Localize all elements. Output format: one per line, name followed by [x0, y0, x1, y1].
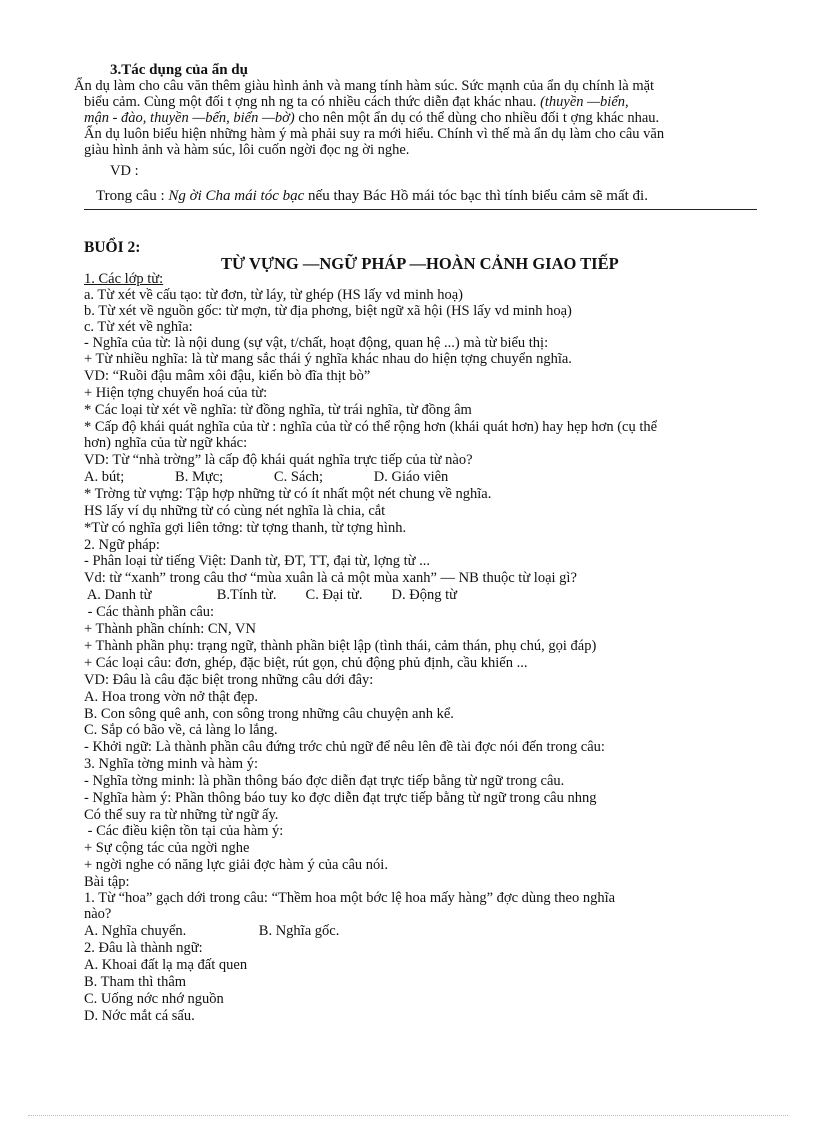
paragraph-line: giàu hình ảnh và hàm súc, lôi cuốn ngời đọc ng ời nghe. — [84, 142, 410, 158]
text-line: HS lấy ví dụ những từ có cùng nét nghĩa là chia, cắt — [84, 503, 386, 519]
text-line: * Cấp độ khái quát nghĩa của từ : nghĩa của từ có thể rộng hơn (khái quát hơn) hay hẹp hơn (cụ thể — [84, 419, 658, 435]
question-line: 2. Đâu là thành ngữ: — [84, 940, 203, 956]
text-span: cho nên một ẩn dụ có thể dùng cho nhiều đối t ợng khác nhau. — [298, 110, 660, 126]
text-line: * Trờng từ vựng: Tập hợp những từ có ít nhất một nét chung về nghĩa. — [84, 486, 492, 502]
answer-option: A. Khoai đất lạ mạ đất quen — [84, 957, 248, 973]
text-span: nếu thay Bác Hồ mái tóc bạc thì tính biểu cảm sẽ mất đi. — [308, 188, 648, 204]
page-footer-divider — [28, 1115, 788, 1116]
text-line: - Nghĩa của từ: là nội dung (sự vật, t/chất, hoạt động, quan hệ ...) mà từ biểu thị: — [84, 335, 549, 351]
text-line: A. Hoa trong vờn nở thật đẹp. — [84, 689, 258, 705]
text-span: biểu cảm. Cùng một đối t ợng nh ng ta có nhiều cách thức diễn đạt khác nhau. — [84, 94, 537, 110]
text-line: VD: “Ruồi đậu mâm xôi đậu, kiến bò đĩa thịt bò” — [84, 368, 371, 384]
example-label: VD : — [110, 163, 139, 179]
italic-span: (thuyền —biển, — [540, 94, 629, 110]
exercise-heading: Bài tập: — [84, 874, 130, 890]
answer-options: A. Nghĩa chuyển. B. Nghĩa gốc. — [84, 923, 340, 939]
italic-span: Ng ời Cha mái tóc bạc — [168, 188, 305, 204]
text-line: + ngời nghe có năng lực giải đợc hàm ý của câu nói. — [84, 857, 388, 873]
text-line: hơn) nghĩa của từ ngữ khác: — [84, 435, 248, 451]
text-line: - Khởi ngữ: Là thành phần câu đứng trớc chủ ngữ để nêu lên đề tài đợc nói đến trong câu: — [84, 739, 605, 755]
answer-options: A. Danh từ B.Tính từ. C. Đại từ. D. Động từ — [84, 587, 457, 603]
text-line: *Từ có nghĩa gợi liên tởng: từ tợng thanh, từ tợng hình. — [84, 520, 407, 536]
answer-option: C. Uống nớc nhớ nguồn — [84, 991, 224, 1007]
text-line: - Phân loại từ tiếng Việt: Danh từ, ĐT, TT, đại từ, lợng từ ... — [84, 553, 431, 569]
text-line: + Hiện tợng chuyển hoá của từ: — [84, 385, 268, 401]
example-sentence — [96, 188, 648, 204]
text-line: a. Từ xét về cấu tạo: từ đơn, từ láy, từ ghép (HS lấy vd minh hoạ) — [84, 287, 463, 303]
section-heading: 2. Ngữ pháp: — [84, 537, 160, 553]
answer-options: A. bút; B. Mực; C. Sách; D. Giáo viên — [84, 469, 449, 485]
italic-span: mận - đào, thuyền —bến, biển —bờ) — [84, 110, 295, 126]
section-heading: 1. Các lớp từ: — [84, 271, 164, 287]
text-line: + Thành phần phụ: trạng ngữ, thành phần biệt lập (tình thái, cảm thán, phụ chú, gọi đáp) — [84, 638, 597, 654]
text-line: - Các thành phần câu: — [84, 604, 215, 620]
text-line: b. Từ xét về nguồn gốc: từ mợn, từ địa phơng, biệt ngữ xã hội (HS lấy vd minh hoạ) — [84, 303, 572, 319]
text-line: Có thể suy ra từ những từ ngữ ấy. — [84, 807, 279, 823]
text-line: - Nghĩa hàm ý: Phần thông báo tuy ko đợc diễn đạt trực tiếp bằng từ ngữ trong câu nhng — [84, 790, 597, 806]
section-heading: 3.Tác dụng của ẩn dụ — [110, 62, 248, 78]
text-span: Trong câu : — [96, 188, 165, 204]
page-title: TỪ VỰNG —NGỮ PHÁP —HOÀN CẢNH GIAO TIẾP — [221, 254, 619, 273]
paragraph-line — [84, 94, 629, 110]
text-line: C. Sắp có bão về, cả làng lo lắng. — [84, 722, 278, 738]
text-line: - Các điều kiện tồn tại của hàm ý: — [84, 823, 284, 839]
paragraph-line: Ẩn dụ luôn biểu hiện những hàm ý mà phải suy ra mới hiểu. Chính vì thế mà ẩn dụ làm cho câu văn — [84, 126, 665, 142]
text-line: VD: Từ “nhà trờng” là cấp độ khái quát nghĩa trực tiếp của từ nào? — [84, 452, 473, 468]
paragraph-line — [84, 110, 659, 126]
answer-option: D. Nớc mắt cá sấu. — [84, 1008, 195, 1024]
question-line: 1. Từ “hoa” gạch dới trong câu: “Thềm hoa một bớc lệ hoa mấy hàng” đợc dùng theo nghĩa — [84, 890, 616, 906]
text-line: - Nghĩa tờng minh: là phần thông báo đợc diễn đạt trực tiếp bằng từ ngữ trong câu. — [84, 773, 565, 789]
text-line: Vd: từ “xanh” trong câu thơ “mùa xuân là cả một mùa xanh” — NB thuộc từ loại gì? — [84, 570, 577, 586]
section-heading: 3. Nghĩa tờng minh và hàm ý: — [84, 756, 258, 772]
text-line: VD: Đâu là câu đặc biệt trong những câu dới đây: — [84, 672, 374, 688]
divider — [84, 209, 757, 210]
text-line: + Sự cộng tác của ngời nghe — [84, 840, 250, 856]
text-line: + Từ nhiều nghĩa: là từ mang sắc thái ý nghĩa khác nhau do hiện tợng chuyển nghĩa. — [84, 351, 572, 367]
question-line: nào? — [84, 906, 112, 922]
text-line: * Các loại từ xét về nghĩa: từ đồng nghĩa, từ trái nghĩa, từ đồng âm — [84, 402, 472, 418]
text-line: + Thành phần chính: CN, VN — [84, 621, 256, 637]
text-line: c. Từ xét về nghĩa: — [84, 319, 193, 335]
text-line: B. Con sông quê anh, con sông trong những câu chuyện anh kể. — [84, 706, 454, 722]
text-line: + Các loại câu: đơn, ghép, đặc biệt, rút gọn, chủ động phủ định, cầu khiến ... — [84, 655, 528, 671]
session-label: BUỔI 2: — [84, 239, 141, 256]
answer-option: B. Tham thì thâm — [84, 974, 187, 990]
paragraph-line: Ẩn dụ làm cho câu văn thêm giàu hình ảnh và mang tính hàm súc. Sức mạnh của ẩn dụ chính là mặt — [74, 78, 655, 94]
